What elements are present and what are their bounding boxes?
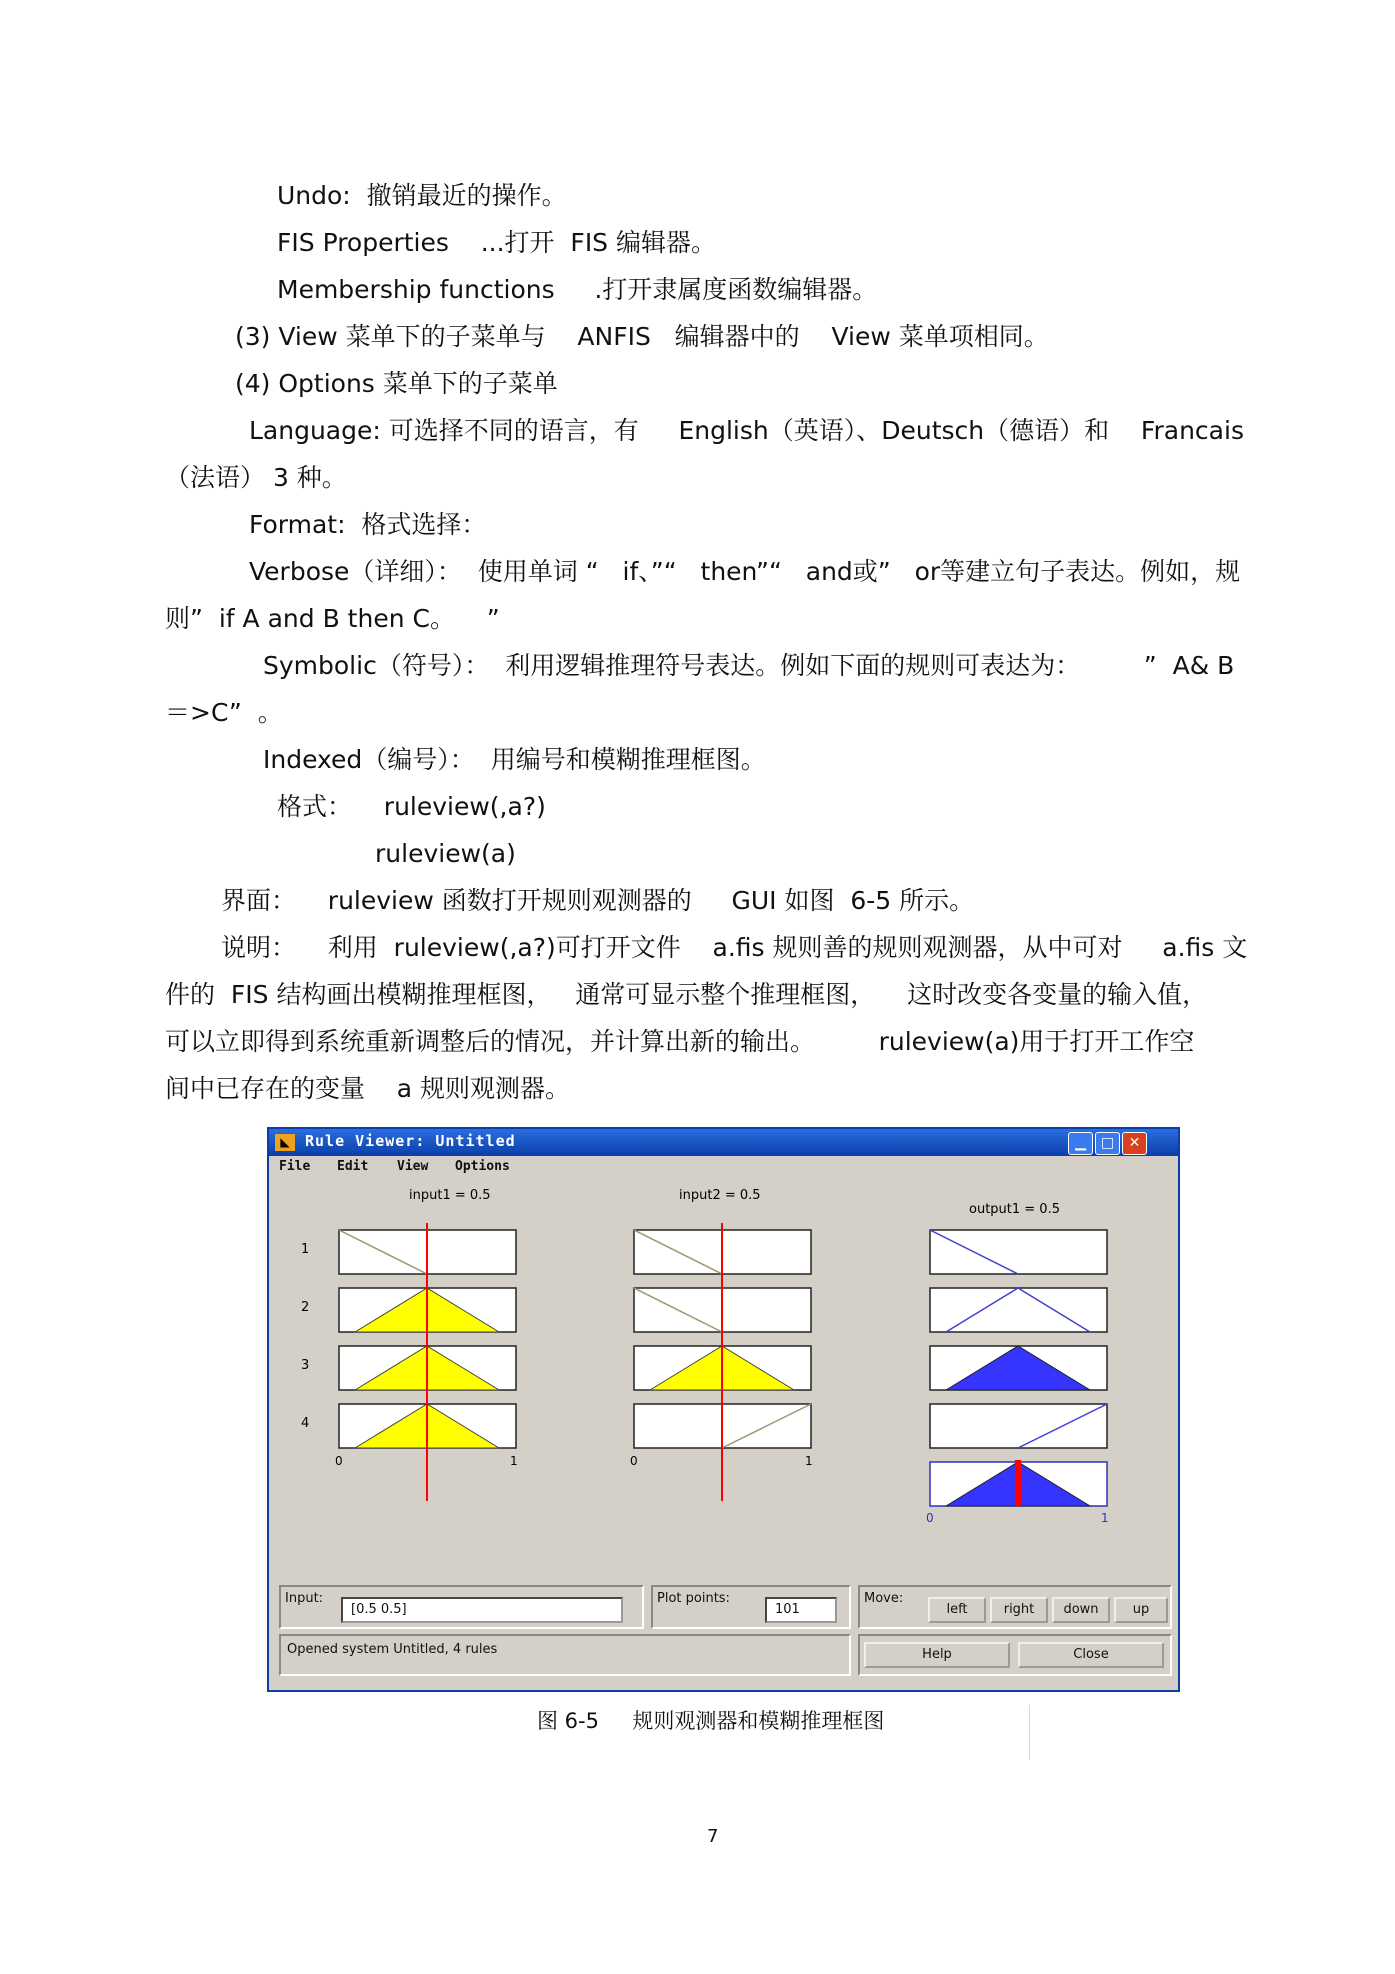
margin-rule xyxy=(1029,1705,1030,1760)
input1-axis-max: 1 xyxy=(510,1454,518,1468)
doc-line-format: Format: 格式选择： xyxy=(249,510,487,539)
output1-rule-1-plot xyxy=(930,1230,1107,1274)
move-left-button[interactable]: left xyxy=(928,1597,986,1623)
rule-number-4: 4 xyxy=(301,1416,310,1431)
doc-line-view-menu: (3) View 菜单下的子菜单与 ANFIS 编辑器中的 View 菜单项相同。 xyxy=(235,322,1049,351)
doc-line-indexed: Indexed（编号）： 用编号和模糊推理框图。 xyxy=(263,745,766,774)
doc-line-symbolic-cont: ＝>C” 。 xyxy=(165,698,283,727)
move-right-button[interactable]: right xyxy=(990,1597,1048,1623)
plot-points-panel xyxy=(651,1585,851,1629)
doc-line-syntax: 格式： ruleview(,a?) xyxy=(277,792,546,821)
plot-points-field[interactable]: 101 xyxy=(765,1597,837,1623)
close-button[interactable]: Close xyxy=(1018,1642,1164,1668)
input1-header: input1 = 0.5 xyxy=(409,1188,491,1203)
close-window-button[interactable]: ✕ xyxy=(1122,1132,1147,1155)
doc-line-syntax-2: ruleview(a) xyxy=(375,839,516,868)
input2-header: input2 = 0.5 xyxy=(679,1188,761,1203)
doc-line-language-cont: （法语） 3 种。 xyxy=(165,463,347,492)
doc-line-symbolic: Symbolic（符号）： 利用逻辑推理符号表达。例如下面的规则可表达为： ” A& B xyxy=(263,651,1235,680)
maximize-button[interactable]: □ xyxy=(1095,1132,1120,1155)
doc-line-language: Language: 可选择不同的语言，有 English（英语）、Deutsch（德语）和 Francais xyxy=(249,416,1244,445)
doc-line-fis-properties: FIS Properties ...打开 FIS 编辑器。 xyxy=(277,228,717,257)
doc-line-undo: Undo: 撤销最近的操作。 xyxy=(277,181,567,210)
output1-axis-min: 0 xyxy=(926,1511,934,1525)
doc-line-interface: 界面： ruleview 函数打开规则观测器的 GUI 如图 6-5 所示。 xyxy=(221,886,975,915)
output1-rule-3-plot xyxy=(930,1346,1107,1390)
move-down-button[interactable]: down xyxy=(1052,1597,1110,1623)
window-title: Rule Viewer: Untitled xyxy=(305,1132,516,1150)
input-field[interactable]: [0.5 0.5] xyxy=(341,1597,623,1623)
minimize-button[interactable]: ▁ xyxy=(1068,1132,1093,1155)
input2-axis-min: 0 xyxy=(630,1454,638,1468)
input2-axis-max: 1 xyxy=(805,1454,813,1468)
output1-header: output1 = 0.5 xyxy=(969,1202,1060,1217)
doc-line-verbose: Verbose（详细）： 使用单词 “ if、”“ then”“ and或” or等建立句子表达。例如，规 xyxy=(249,557,1241,586)
doc-line-explain-2: 件的 FIS 结构画出模糊推理框图， 通常可显示整个推理框图， 这时改变各变量的输入值， xyxy=(165,980,1208,1009)
output1-aggregate-plot xyxy=(930,1460,1107,1506)
input-label: Input: xyxy=(285,1591,324,1606)
status-panel xyxy=(279,1634,851,1676)
figure-caption: 图 6-5 规则观测器和模糊推理框图 xyxy=(537,1709,885,1733)
move-panel xyxy=(858,1585,1172,1629)
matlab-app-icon: ◣ xyxy=(275,1134,295,1151)
doc-line-explain-3: 可以立即得到系统重新调整后的情况，并计算出新的输出。 ruleview(a)用于打开工作空 xyxy=(165,1027,1195,1056)
rule-viewer-window xyxy=(267,1127,1180,1692)
help-close-panel xyxy=(858,1634,1172,1676)
menu-options[interactable]: Options xyxy=(455,1159,510,1174)
rule-number-2: 2 xyxy=(301,1300,310,1315)
plot-points-label: Plot points: xyxy=(657,1591,730,1606)
page-number: 7 xyxy=(707,1826,719,1847)
status-text: Opened system Untitled, 4 rules xyxy=(287,1642,498,1657)
rule-number-3: 3 xyxy=(301,1358,310,1373)
output1-rule-4-plot xyxy=(930,1404,1107,1448)
doc-line-membership: Membership functions .打开隶属度函数编辑器。 xyxy=(277,275,878,304)
move-up-button[interactable]: up xyxy=(1114,1597,1168,1623)
input1-axis-min: 0 xyxy=(335,1454,343,1468)
menu-edit[interactable]: Edit xyxy=(337,1159,369,1174)
doc-line-explain-4: 间中已存在的变量 a 规则观测器。 xyxy=(165,1074,571,1103)
doc-line-verbose-cont: 则” if A and B then C。 ” xyxy=(165,604,500,633)
menu-file[interactable]: File xyxy=(279,1159,311,1174)
doc-line-explain: 说明： 利用 ruleview(,a?)可打开文件 a.fis 规则善的规则观测器，从中可对 a.fis 文 xyxy=(221,933,1248,962)
doc-line-options-menu: (4) Options 菜单下的子菜单 xyxy=(235,369,558,398)
input-panel xyxy=(279,1585,644,1629)
move-label: Move: xyxy=(864,1591,904,1606)
help-button[interactable]: Help xyxy=(864,1642,1010,1668)
menu-view[interactable]: View xyxy=(397,1159,429,1174)
output1-rule-2-plot xyxy=(930,1288,1107,1332)
output1-axis-max: 1 xyxy=(1101,1511,1109,1525)
rule-plots xyxy=(269,1129,1178,1559)
rule-number-1: 1 xyxy=(301,1242,310,1257)
